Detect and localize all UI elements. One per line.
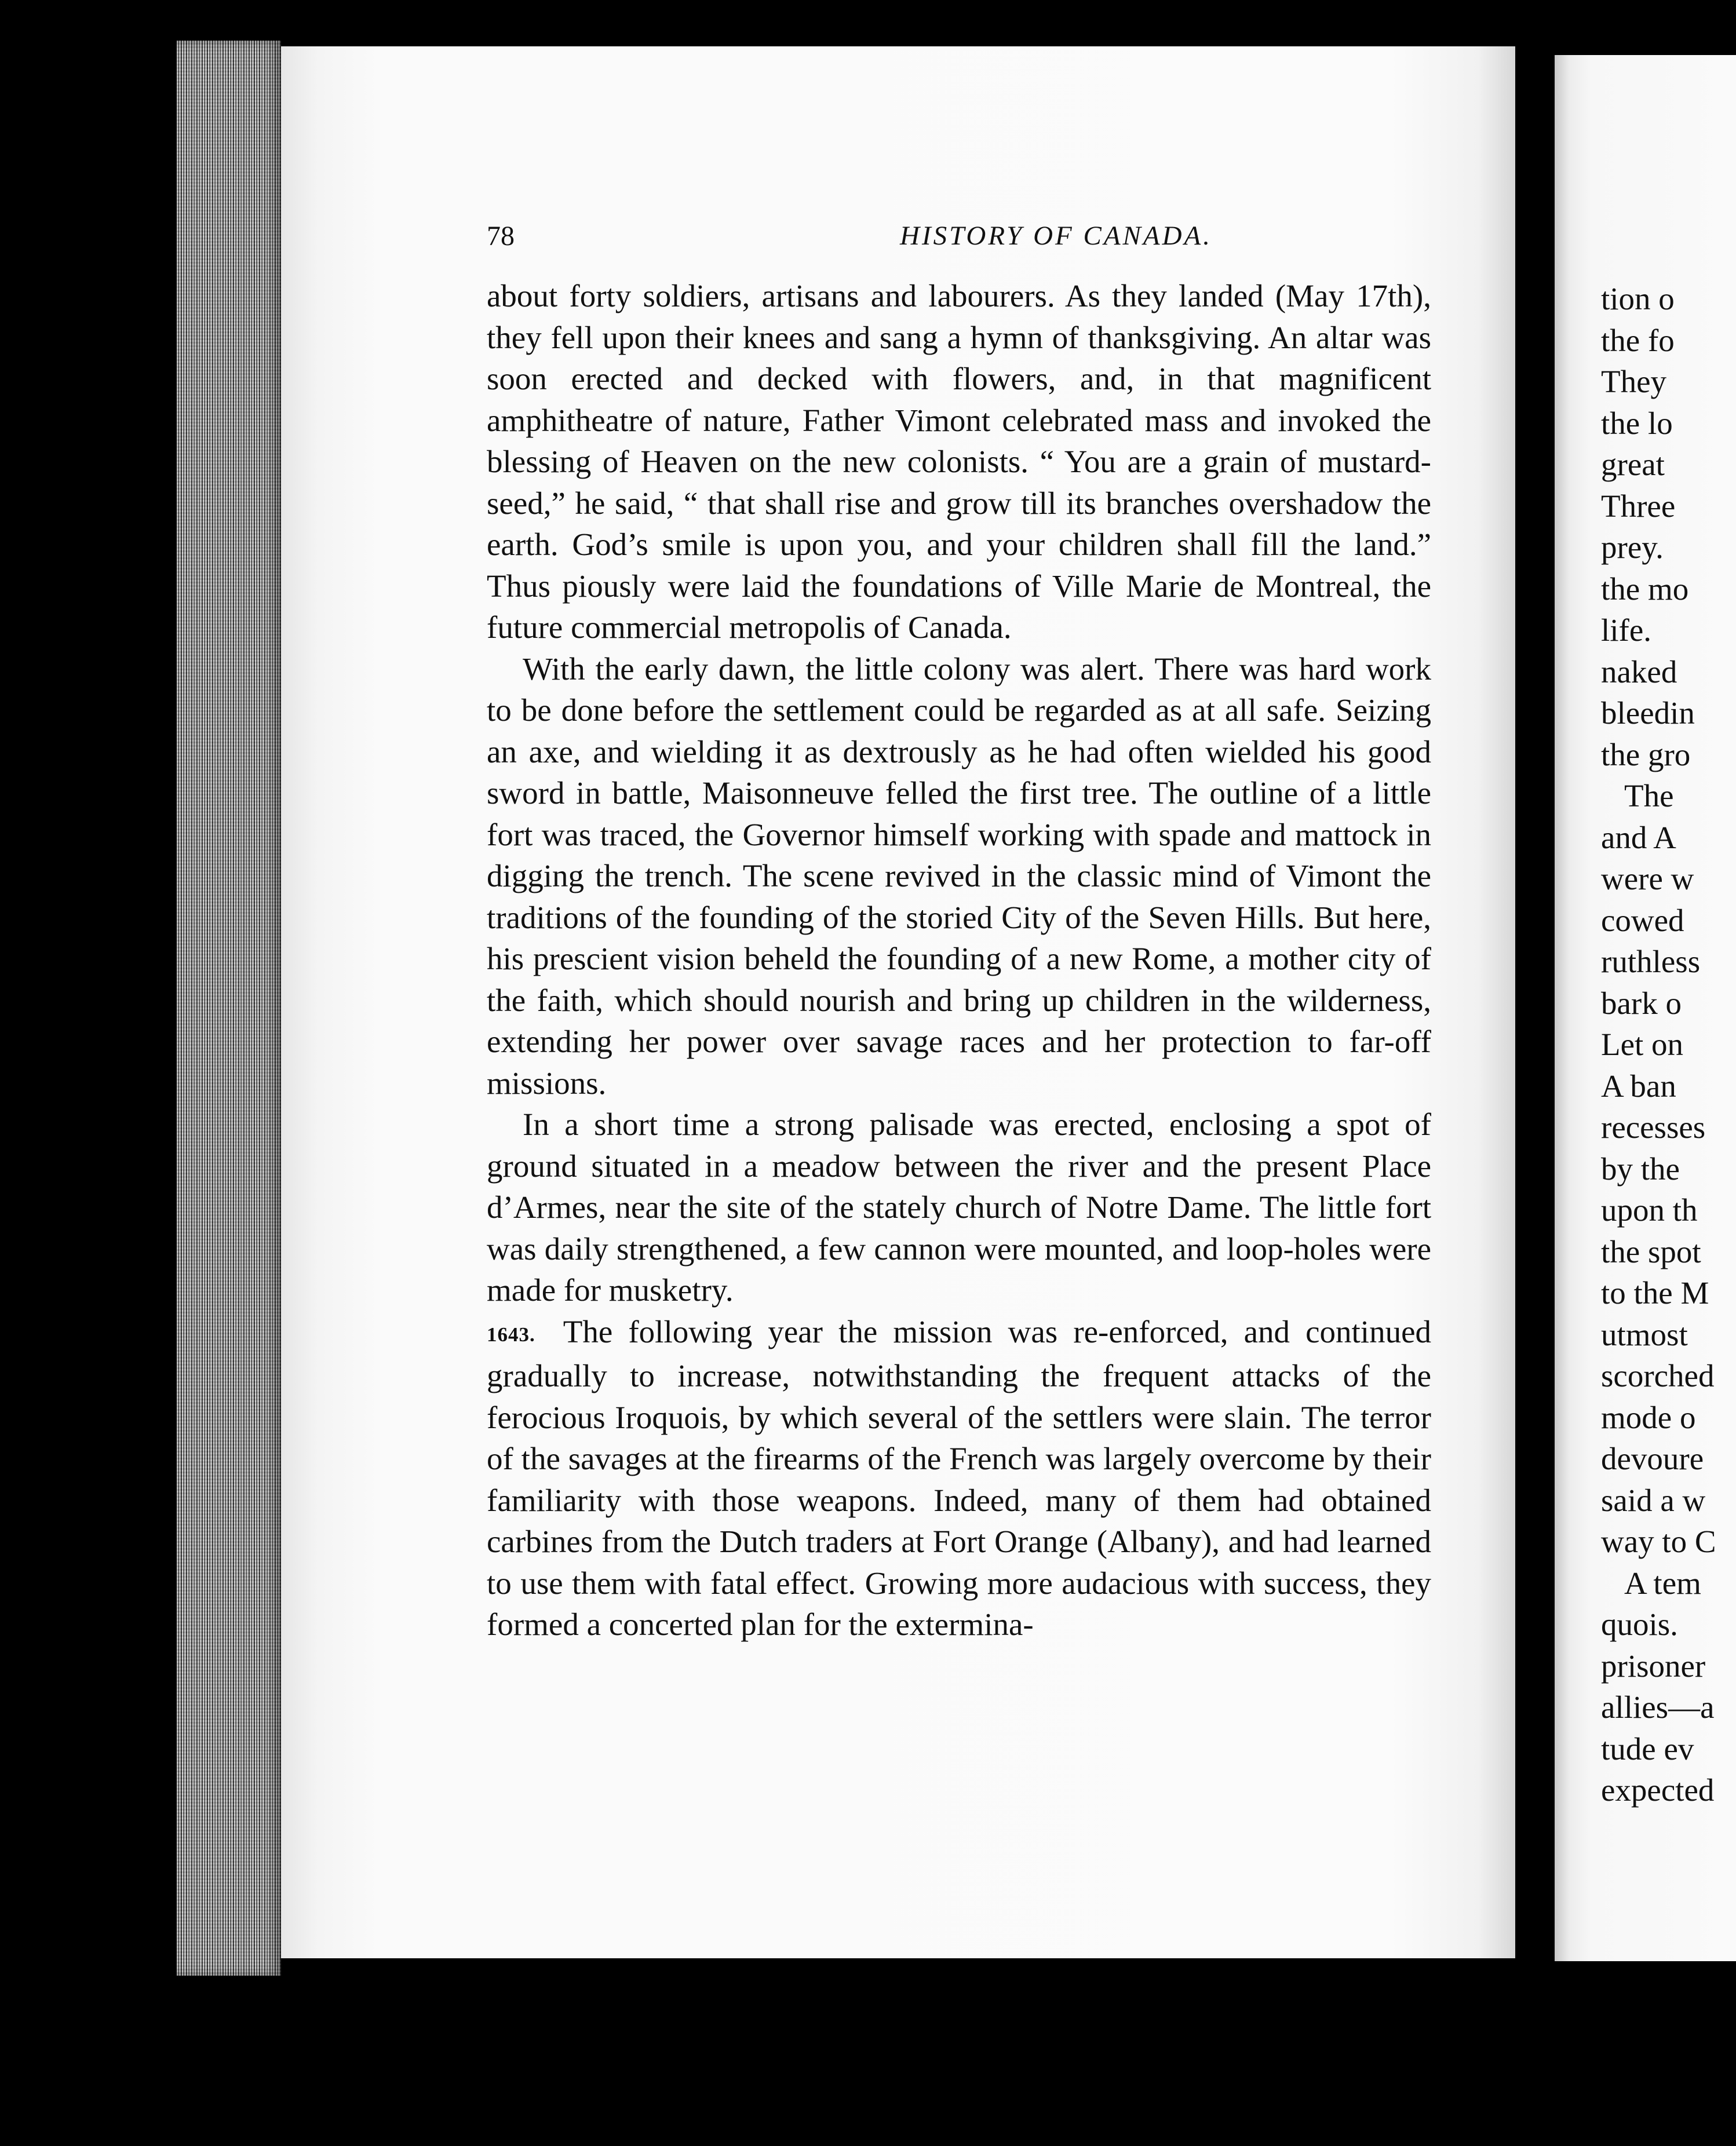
paragraph-4-text: The following year the mission was re-enforced, and continued gradually to increase, notwithstanding the frequent attacks of the ferocious Iroquois, by which several of the settlers were slain. The terror of the savages at the firearms of the French was largely overcome by their familiarity with those weapons. Indeed, many of them had obtained carbines from the Dutch traders at Fort Orange (Albany), and had learned to use them with fatal effect. Growing more audacious with success, they formed a concerted plan for the extermina- bbox=[487, 1313, 1431, 1642]
paragraph-3: In a short time a strong palisade was erected, enclosing a spot of ground situated in a meadow between the river and the present Place d’Armes, near the site of the stately church of Notre Dame. The little fort was daily strengthened, a few cannon were mounted, and loop-holes were made for musketry. bbox=[487, 1107, 1431, 1308]
facing-page-line: great bbox=[1601, 447, 1665, 482]
page-number: 78 bbox=[487, 221, 515, 251]
facing-page-line: naked bbox=[1601, 654, 1677, 689]
page-body bbox=[487, 275, 1431, 1645]
facing-page-line: and A bbox=[1601, 819, 1676, 855]
facing-page-line: expected bbox=[1601, 1772, 1715, 1808]
facing-page-text bbox=[1601, 278, 1736, 1811]
facing-page-line: A tem bbox=[1624, 1565, 1701, 1601]
facing-page-line: said a w bbox=[1601, 1482, 1706, 1518]
facing-page-line: The bbox=[1624, 778, 1674, 813]
facing-page-line: the spot bbox=[1601, 1233, 1701, 1269]
facing-page-line: cowed bbox=[1601, 902, 1684, 938]
book-page-edges bbox=[177, 41, 281, 1976]
facing-page-line: devoure bbox=[1601, 1441, 1704, 1476]
facing-page-line: were w bbox=[1601, 861, 1694, 896]
facing-page-line: Let on bbox=[1601, 1027, 1684, 1062]
running-head: HISTORY OF CANADA. bbox=[900, 221, 1212, 251]
facing-page-line: the lo bbox=[1601, 405, 1673, 441]
facing-page-line: prey. bbox=[1601, 530, 1664, 565]
facing-page-line: by the bbox=[1601, 1151, 1680, 1187]
facing-page-line: the fo bbox=[1601, 322, 1675, 358]
facing-page-line: utmost bbox=[1601, 1316, 1688, 1352]
facing-page-line: scorched bbox=[1601, 1358, 1715, 1393]
facing-page-line: prisoner bbox=[1601, 1648, 1706, 1684]
paragraph-2: With the early dawn, the little colony was alert. There was hard work to be done before the settlement could be regarded as at all safe. Seizing an axe, and wielding it as dextrously as he had often wielded his good sword in battle, Maisonneuve felled the first tree. The outline of a little fort was traced, the Governor himself working with spade and mattock in digging the trench. The scene revived in the classic mind of Vimont the traditions of the founding of the storied City of the Seven Hills. But here, his prescient vision beheld the founding of a new Rome, a mother city of the faith, which should nourish and bring up children in the wilderness, extending her power over savage races and her protection to far-off missions. bbox=[487, 651, 1431, 1101]
facing-page-line: ruthless bbox=[1601, 944, 1701, 979]
facing-page-line: A ban bbox=[1601, 1068, 1676, 1104]
facing-page-line: way to C bbox=[1601, 1524, 1716, 1559]
paragraph-4 bbox=[487, 1311, 1431, 1645]
facing-page-line: to the M bbox=[1601, 1275, 1709, 1311]
facing-page-line: life. bbox=[1601, 612, 1652, 648]
margin-year-note: 1643. bbox=[487, 1323, 535, 1346]
facing-page-line: bark o bbox=[1601, 985, 1682, 1021]
facing-page-line: the mo bbox=[1601, 571, 1689, 607]
facing-page-line: bleedin bbox=[1601, 695, 1695, 731]
facing-page-line: quois. bbox=[1601, 1607, 1678, 1642]
facing-page-line: tion o bbox=[1601, 281, 1675, 316]
facing-page-line: mode o bbox=[1601, 1399, 1696, 1435]
facing-page-line: allies—a bbox=[1601, 1689, 1715, 1725]
paragraph-1: about forty soldiers, artisans and labourers. As they landed (May 17th), they fell upon their knees and sang a hymn of thanksgiving. An altar was soon erected and decked with flowers, and, in that magnificent amphitheatre of nature, Father Vimont celebrated mass and invoked the blessing of Heaven on the new colonists. “ You are a grain of mustard-seed,” he said, “ that shall rise and grow till its branches overshadow the earth. God’s smile is upon you, and your children shall fill the land.” Thus piously were laid the foundations of Ville Marie de Montreal, the future commercial metropolis of Canada. bbox=[487, 278, 1431, 645]
facing-page-line: upon th bbox=[1601, 1192, 1698, 1228]
facing-page-line: tude ev bbox=[1601, 1731, 1694, 1767]
facing-page-line: Three bbox=[1601, 488, 1676, 524]
facing-page-line: recesses bbox=[1601, 1110, 1706, 1145]
facing-page-line: They bbox=[1601, 364, 1667, 399]
left-page bbox=[281, 46, 1515, 1958]
facing-page-line: the gro bbox=[1601, 736, 1691, 772]
facing-page-fragment bbox=[1555, 55, 1736, 1961]
